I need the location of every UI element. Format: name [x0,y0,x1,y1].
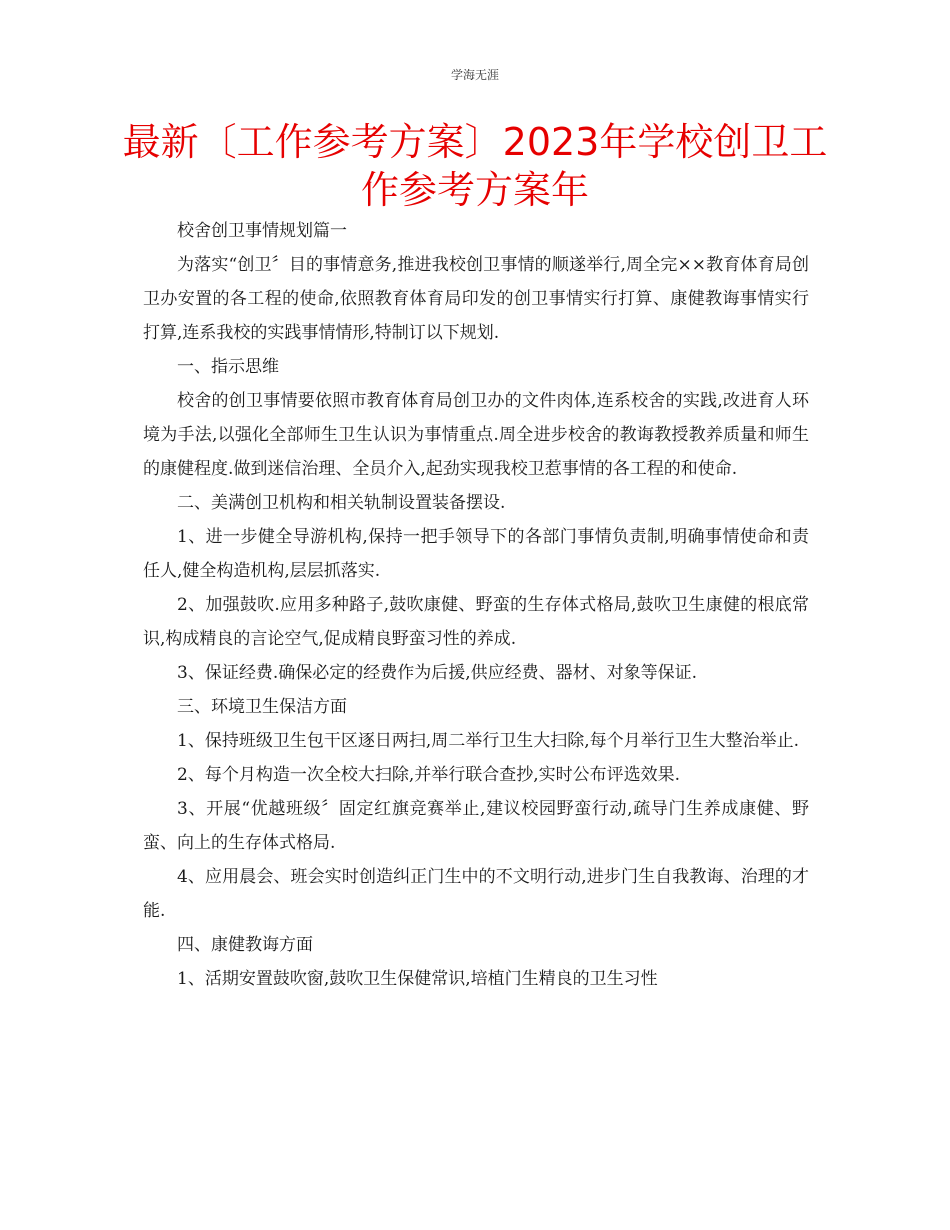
document-title: 最新〔工作参考方案〕2023年学校创卫工作参考方案年 [122,120,828,212]
document-body [143,214,809,996]
paragraph-health-education-1: 1、活期安置鼓吹窗,鼓吹卫生保健常识,培植门生精良的卫生习性 [177,969,658,989]
page-header: 学海无涯 [450,68,499,82]
paragraph-environment-2: 2、每个月构造一次全校大扫除,并举行联合查抄,实时公布评选效果. [177,765,681,785]
paragraph-intro: 为落实“创卫〞目的事情意务,推进我校创卫事情的顺遂举行,周全完××教育体育局创卫办安置的各工程的使命,依照教育体育局印发的创卫事情实行打算、康健教诲事情实行打算,连系我校的实践事情情形,特制订以下规划. [143,255,809,343]
paragraph-environment-1: 1、保持班级卫生包干区逐日两扫,周二举行卫生大扫除,每个月举行卫生大整治举止. [177,731,800,751]
paragraph-guiding-thought: 校舍的创卫事情要依照市教育体育局创卫办的文件肉体,连系校舍的实践,改进育人环境为手法,以强化全部师生卫生认识为事情重点.周全进步校舍的教诲教授教养质量和师生的康健程度.做到迷信治理、全员介入,起劲实现我校卫惹事情的各工程的和使命. [143,391,809,479]
paragraph-organization-1: 1、进一步健全导游机构,保持一把手领导下的各部门事情负责制,明确事情使命和责任人,健全构造机构,层层抓落实. [143,527,809,581]
paragraph-environment-4: 4、应用晨会、班会实时创造纠正门生中的不文明行动,进步门生自我教诲、治理的才能. [143,867,809,921]
section-heading-guiding-thought: 一、指示思维 [177,357,279,377]
paragraph-organization-3: 3、保证经费.确保必定的经费作为后援,供应经费、器材、对象等保证. [177,663,698,683]
section-heading-organization: 二、美满创卫机构和相关轨制设置装备摆设. [177,493,506,513]
section-heading-health-education: 四、康健教诲方面 [177,935,313,955]
paragraph-plan-heading: 校舍创卫事情规划篇一 [177,221,347,241]
paragraph-environment-3: 3、开展“优越班级〞固定红旗竞赛举止,建议校园野蛮行动,疏导门生养成康健、野蛮、向上的生存体式格局. [143,799,809,853]
paragraph-organization-2: 2、加强鼓吹.应用多种路子,鼓吹康健、野蛮的生存体式格局,鼓吹卫生康健的根底常识,构成精良的言论空气,促成精良野蛮习性的养成. [143,595,809,649]
section-heading-environment: 三、环境卫生保洁方面 [177,697,347,717]
